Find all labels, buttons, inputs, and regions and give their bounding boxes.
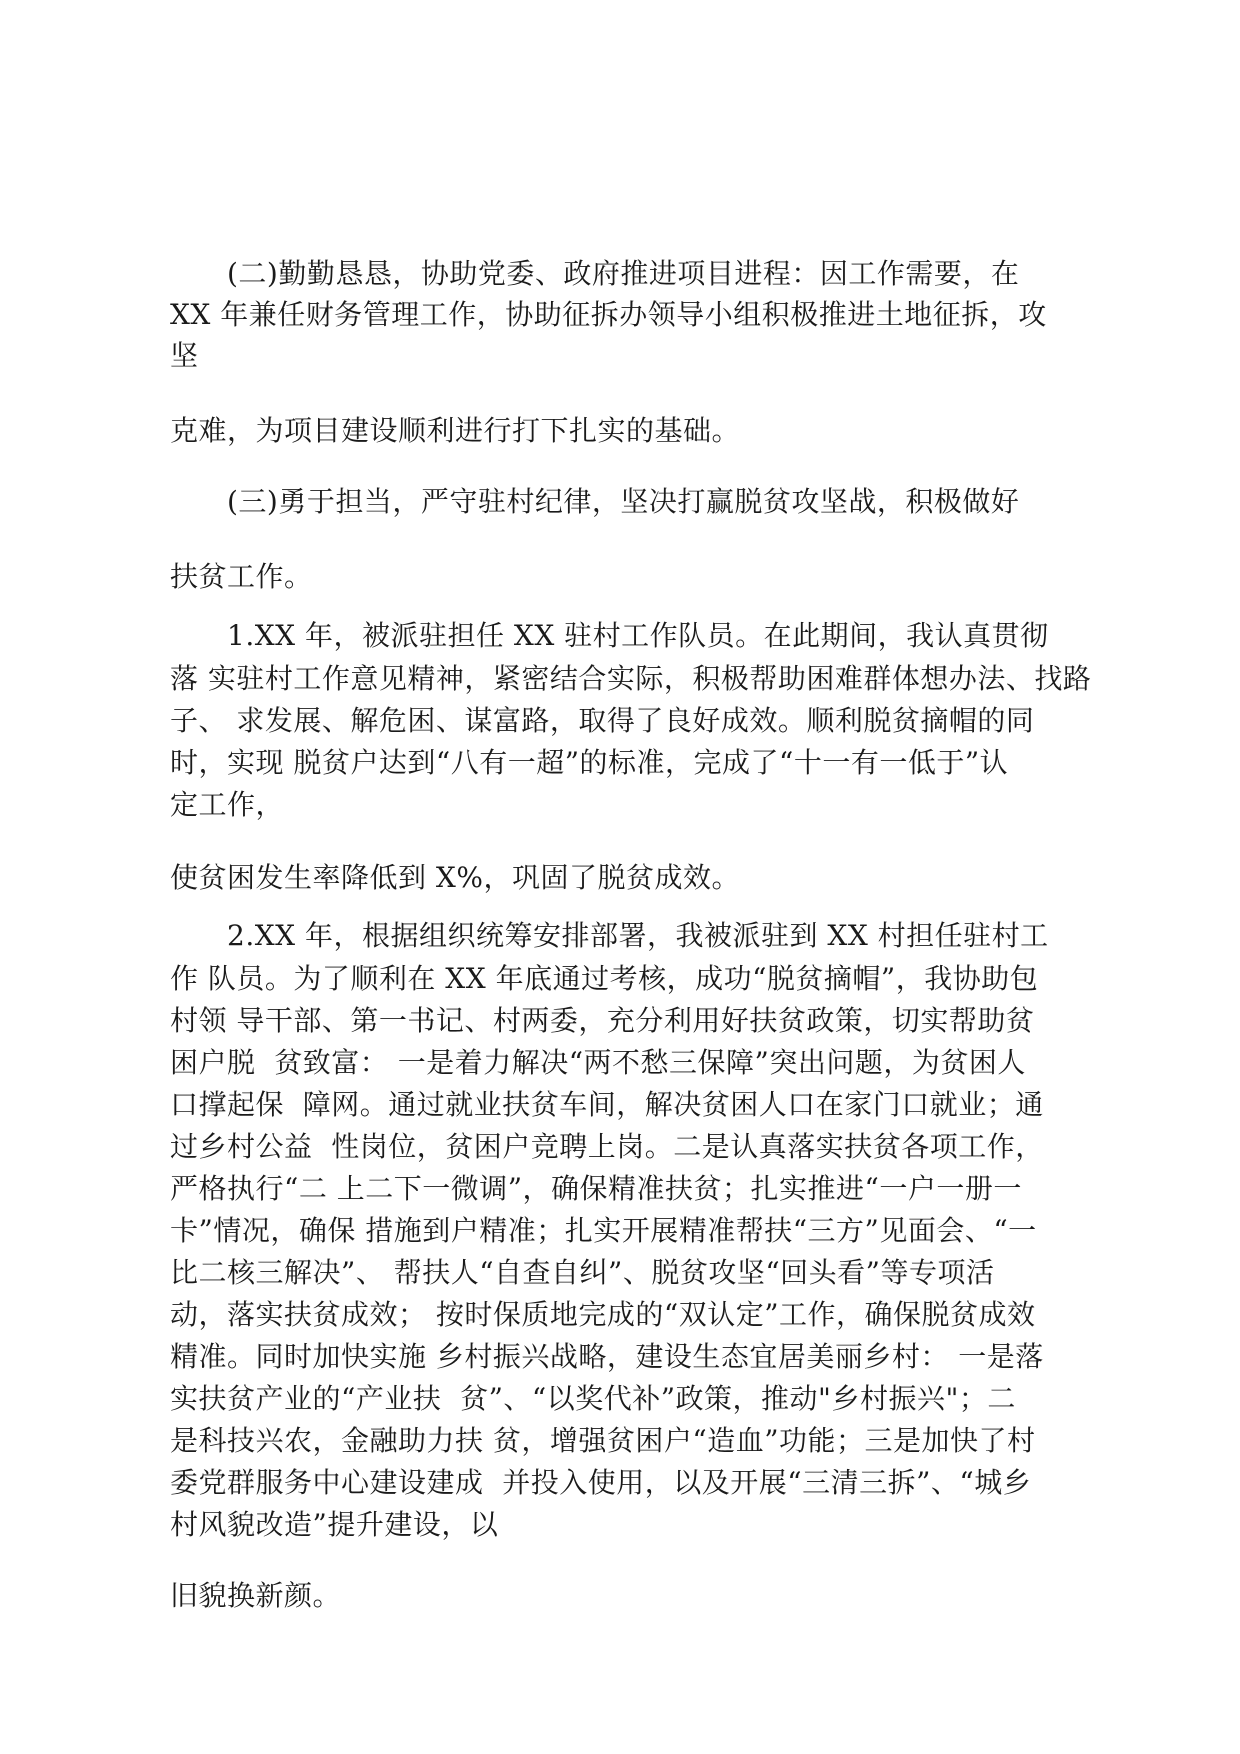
text-line: 动，落实扶贫成效； 按时保质地完成的“双认定”工作，确保脱贫成效 — [170, 1298, 1036, 1331]
text-line: 子、 求发展、解危困、谋富路，取得了良好成效。顺利脱贫摘帽的同 — [170, 704, 1035, 737]
text-line: 2.XX 年，根据组织统筹安排部署，我被派驻到 XX 村担任驻村工 — [170, 919, 1049, 952]
text-line: 委党群服务中心建设建成 并投入使用，以及开展“三清三拆”、“城乡 — [170, 1466, 1032, 1499]
text-line: 扶贫工作。 — [170, 560, 313, 593]
text-line: 村领 导干部、第一书记、村两委，充分利用好扶贫政策，切实帮助贫 — [170, 1004, 1035, 1037]
text-line: 实扶贫产业的“产业扶 贫”、“以奖代补”政策，推动"乡村振兴"；二 — [170, 1382, 1016, 1415]
text-line: 卡”情况，确保 措施到户精准；扎实开展精准帮扶“三方”见面会、“一 — [170, 1214, 1037, 1247]
text-line: 村风貌改造”提升建设，以 — [170, 1508, 499, 1541]
text-line: 是科技兴农，金融助力扶 贫，增强贫困户“造血”功能；三是加快了村 — [170, 1424, 1036, 1457]
text-line: (三)勇于担当，严守驻村纪律，坚决打赢脱贫攻坚战，积极做好 — [170, 485, 1020, 518]
text-line: 过乡村公益 性岗位，贫困户竞聘上岗。二是认真落实扶贫各项工作， — [170, 1130, 1044, 1163]
text-line: 口撑起保 障网。通过就业扶贫车间，解决贫困人口在家门口就业；通 — [170, 1088, 1044, 1121]
text-line: 比二核三解决”、 帮扶人“自查自纠”、脱贫攻坚“回头看”等专项活 — [170, 1256, 995, 1289]
text-line: 时，实现 脱贫户达到“八有一超”的标准，完成了“十一有一低于”认 — [170, 746, 1009, 779]
text-line: XX 年兼任财务管理工作，协助征拆办领导小组积极推进土地征拆，攻 — [170, 298, 1047, 331]
text-line: 落 实驻村工作意见精神，紧密结合实际，积极帮助困难群体想办法、找路 — [170, 662, 1092, 695]
text-line: 旧貌换新颜。 — [170, 1579, 342, 1612]
text-line: 困户脱 贫致富： 一是着力解决“两不愁三保障”突出问题，为贫困人 — [170, 1046, 1026, 1079]
text-line: 坚 — [170, 339, 199, 372]
text-line: 1.XX 年，被派驻担任 XX 驻村工作队员。在此期间，我认真贯彻 — [170, 619, 1049, 652]
text-line: 克难，为项目建设顺利进行打下扎实的基础。 — [170, 414, 741, 447]
text-line: 严格执行“二 上二下一微调”，确保精准扶贫；扎实推进“一户一册一 — [170, 1172, 1022, 1205]
text-line: (二)勤勤恳恳，协助党委、政府推进项目进程：因工作需要，在 — [170, 257, 1020, 290]
text-line: 定工作， — [170, 788, 285, 821]
text-line: 作 队员。为了顺利在 XX 年底通过考核，成功“脱贫摘帽”，我协助包 — [170, 962, 1039, 995]
text-line: 使贫困发生率降低到 X%，巩固了脱贫成效。 — [170, 861, 740, 894]
text-line: 精准。同时加快实施 乡村振兴战略，建设生态宜居美丽乡村： 一是落 — [170, 1340, 1044, 1373]
